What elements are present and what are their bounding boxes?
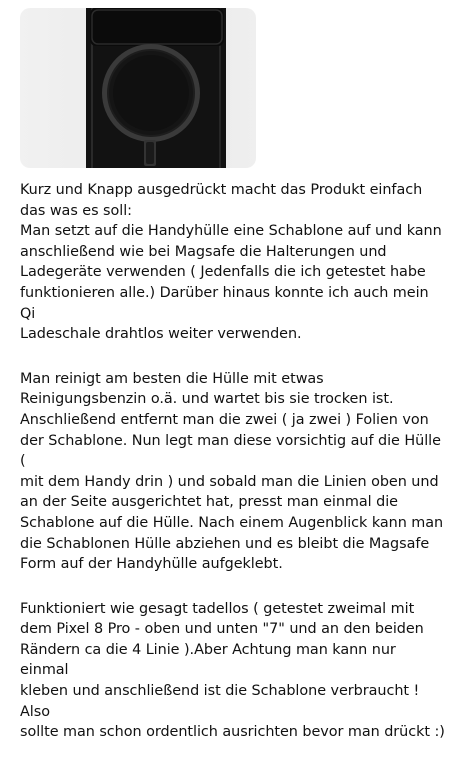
review-photo[interactable]	[20, 8, 256, 168]
review-paragraph: Funktioniert wie gesagt tadellos ( getestet zweimal mit dem Pixel 8 Pro - oben und unten "7" und an den beiden Rändern ca die 4 Linie ).Aber Achtung man kann nur einmal kleben und anschließend ist die Schablone verbraucht ! Also sollte man schon ordentlich ausrichten bevor man drückt :)	[20, 600, 445, 741]
review-text	[20, 180, 445, 767]
phone-case-magsafe-photo	[20, 8, 256, 168]
review-paragraph: Kurz und Knapp ausgedrückt macht das Produkt einfach das was es soll: Man setzt auf die Handyhülle eine Schablone auf und kann anschließend wie bei Magsafe die Halterungen und Ladegeräte verwenden ( Jedenfalls die ich getestet habe funktionieren alle.) Darüber hinaus konnte ich auch mein Qi Ladeschale drahtlos weiter verwenden.	[20, 182, 442, 343]
review-paragraph: Man reinigt am besten die Hülle mit etwas Reinigungsbenzin o.ä. und wartet bis sie trocken ist. Anschließend entfernt man die zwei ( ja zwei ) Folien von der Schablone. Nun legt man diese vorsichtig auf die Hülle ( mit dem Handy drin ) und sobald man die Linien oben und an der Seite ausgerichtet hat, presst man einmal die Schablone auf die Hülle. Nach einem Augenblick kann man die Schablonen Hülle abziehen und es bleibt die Magsafe Form auf der Handyhülle aufgeklebt.	[20, 370, 444, 573]
